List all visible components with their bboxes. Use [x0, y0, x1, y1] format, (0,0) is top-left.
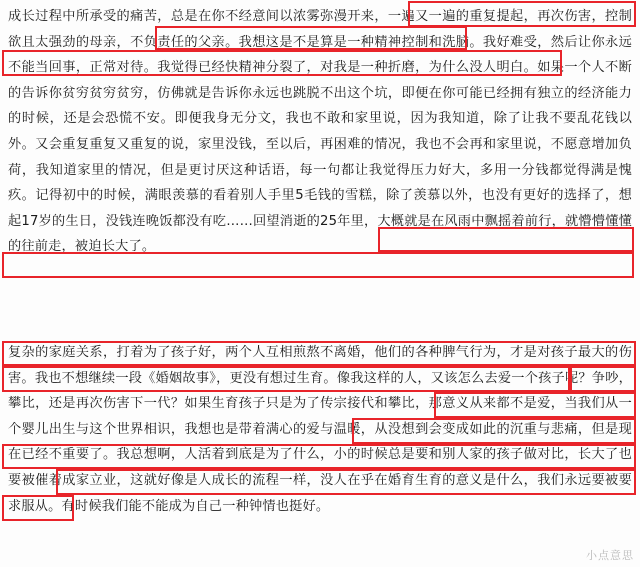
paragraph-1-text: 成长过程中所承受的痛苦，总是在你不经意间以浓雾弥漫开来，一遍又一遍的重复提起，再次伤害，控制欲且太强劲的母亲，不负责任的父亲。我想这是不是算是一种精神控制和洗脑。我好难受，然后让你永远不能当回事，正常对待。我觉得已经快精神分裂了，对我是一种折磨，为什么没人明白。如果一个人不断的告诉你贫穷贫穷贫穷，仿佛就是告诉你永远也跳脱不出这个坑，即便在你可能已经拥有独立的经济能力的时候，还是会恐慌不安。即便我身无分文，我也不敢和家里说，因为我知道，除了让我不要乱花钱以外。又会重复重复又重复的说，家里没钱，至以后，再困难的情况，我也不会再和家里说，不愿意增加负荷，我知道家里的情况，但是更讨厌这种话语，每一句都让我觉得压力好大，多用一分钱都觉得满是愧疚。记得初中的时候，满眼羡慕的看着别人手里5毛钱的雪糕，除了羡慕以外，也没有更好的选择了，想起17岁的生日，没钱连晚饭都没有吃……回望消逝的25年里，大概就是在风雨中飘摇着前行，就懵懵懂懂的往前走，被迫长大了。	[8, 9, 632, 255]
paragraph-2-text: 复杂的家庭关系，打着为了孩子好，两个人互相煎熬不离婚，他们的各种脾气行为，才是对孩子最大的伤害。我也不想继续一段《婚姻故事》，更没有想过生育。像我这样的人，又该怎么去爱一个孩子呢？争吵，攀比，还是再次伤害下一代？如果生育孩子只是为了传宗接代和攀比，那意义从来都不是爱，当我们从一个婴儿出生与这个世界相识，我想也是带着满心的爱与温暖，从没想到会变成如此的沉重与悲痛，但是现在已经不重要了。我总想啊，人活着到底是为了什么，小的时候总是要和别人家的孩子做对比，长大了也要被催着成家立业，这就好像是人成长的流程一样，没人在乎在婚育生育的意义是什么，我们永远要被要求服从。有时候我们能不能成为自己一种钟情也挺好。	[8, 345, 632, 514]
paragraph-1	[8, 4, 632, 260]
watermark: 小点意思	[586, 549, 634, 562]
paragraph-2	[8, 340, 632, 519]
